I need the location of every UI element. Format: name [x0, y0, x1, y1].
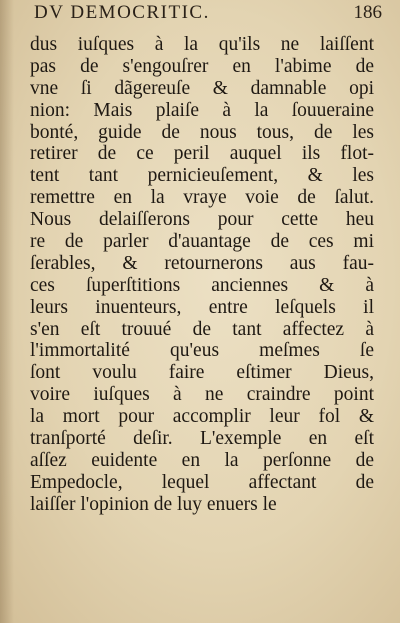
- text-line-12: ces ſuperſtitions anciennes & à: [30, 274, 374, 296]
- text-line-10: re de parler d'auantage de ces mi: [30, 231, 374, 253]
- text-line-13: leurs inuenteurs, entre leſquels il: [30, 296, 374, 318]
- text-line-15: l'immortalité qu'eus meſmes ſe: [30, 340, 374, 362]
- text-line-9: Nous delaiſſerons pour cette heu: [30, 209, 374, 231]
- text-line-17: voire iuſques à ne craindre point: [30, 384, 374, 406]
- running-title: DV DEMOCRITIC.: [34, 2, 210, 23]
- running-head: [34, 2, 386, 28]
- text-line-14: s'en eſt trouué de tant affectez à: [30, 318, 374, 340]
- body-text: [30, 34, 374, 516]
- text-line-20: aſſez euidente en la perſonne de: [30, 449, 374, 471]
- text-line-2: pas de s'engouſrer en l'abime de: [30, 55, 374, 77]
- text-line-8: remettre en la vraye voie de ſalut.: [30, 187, 374, 209]
- text-line-7: tent tant pernicieuſement, & les: [30, 165, 374, 187]
- text-line-19: tranſporté deſir. L'exemple en eſt: [30, 428, 374, 450]
- gutter-shadow: [0, 0, 14, 623]
- page-number: 186: [353, 2, 382, 23]
- text-line-6: retirer de ce peril auquel ils flot-: [30, 143, 374, 165]
- text-line-18: la mort pour accomplir leur fol &: [30, 406, 374, 428]
- text-line-1: dus iuſques à la qu'ils ne laiſſent: [30, 34, 374, 55]
- text-line-5: bonté, guide de nous tous, de les: [30, 121, 374, 143]
- text-line-4: nion: Mais plaiſe à la ſouueraine: [30, 99, 374, 121]
- text-line-21: Empedocle, lequel affectant de: [30, 471, 374, 493]
- text-line-16: ſont voulu faire eſtimer Dieus,: [30, 362, 374, 384]
- text-line-22: laiſſer l'opinion de luy enuers le: [30, 493, 277, 515]
- text-line-3: vne ſi dãgereuſe & damnable opi: [30, 77, 374, 99]
- text-line-11: ſerables, & retournerons aus fau-: [30, 252, 374, 274]
